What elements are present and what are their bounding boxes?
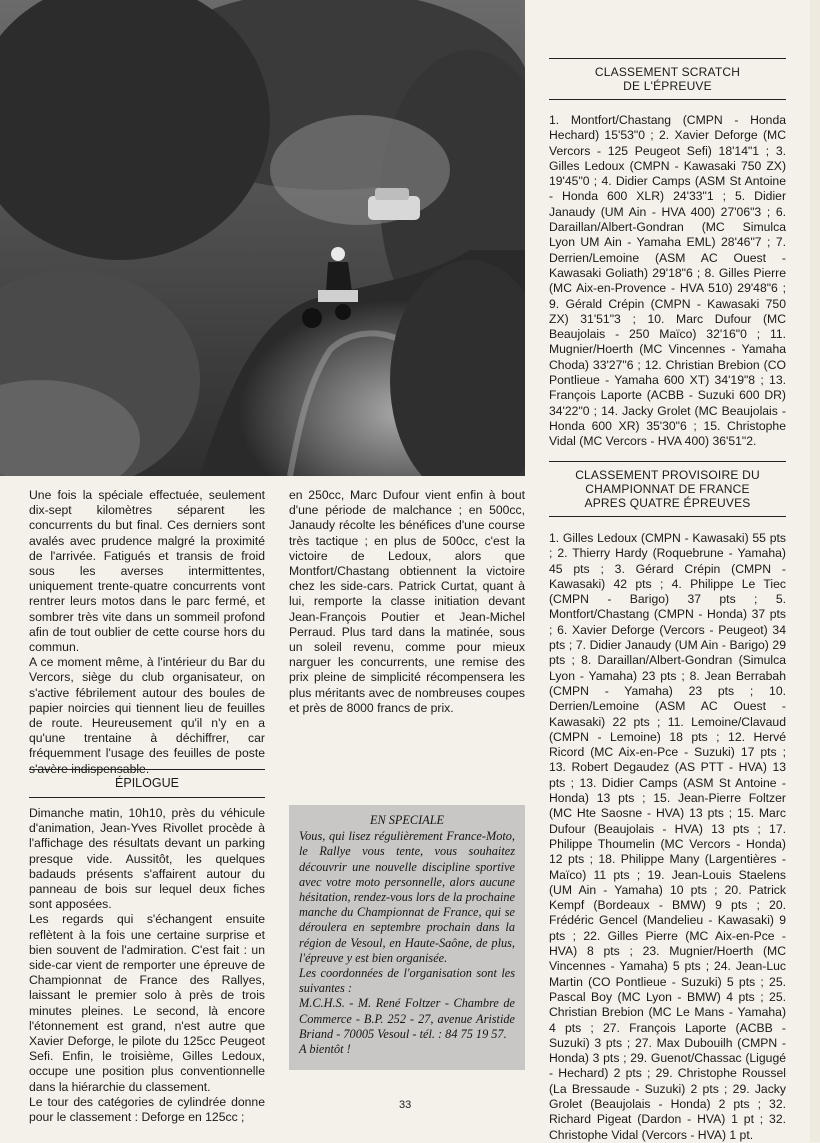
epilogue-heading: ÉPILOGUE [115, 776, 179, 790]
scratch-heading-line-1: CLASSEMENT SCRATCH [594, 65, 741, 79]
provisoire-results: 1. Gilles Ledoux (CMPN - Kawasaki) 55 pts ; 2. Thierry Hardy (Roquebrune - Yamaha) 45 pts ; 3. Gérard Crépin (CMPN - Kawasaki) 42 pts ; 4. Philippe Le Tiec (CMPN - Barigo) 37 pts ; 5. Montfort/Chastang (CMPN - Honda) 37 pts ; 6. Xavier Deforge (Vercors - Peugeot) 34 pts ; 7. Didier Janaudy (UM Ain - Barigo) 29 pts ; 8. Daraillan/Albert-Gondran (Simulca Lyon - Yamaha) 23 pts ; 8. Jean Berrabah (CMPN - Yamaha) 23 pts ; 10. Derrien/Lemoine (ASM AC Ouest - Kawasaki) 22 pts ; 11. Lemoine/Clavaud (CMPN - Lemoine) 18 pts ; 12. Hervé Ricord (MC Aix-en-Pce - Suzuki) 17 pts ; 13. Robert Degaudez (AS PTT - HVA) 13 pts ; 13. Didier Camps (ASM St Antoine - Honda) 13 pts ; 15. Jean-Pierre Foltzer (MC Hte Saosne - HVA) 13 pts ; 15. Marc Dufour (Beaujolais - HVA) 13 pts ; 17. Philippe Thoumelin (MC Vercors - Honda) 12 pts ; 18. Philippe Many (Largentières - Maïco) 11 pts ; 19. Jean-Louis Staelens (UM Ain - Yamaha) 10 pts ; 20. Patrick Kempf (Bordeaux - BMW) 9 pts ; 20. Frédéric Gencel (Mandelieu - Kawasaki) 9 pts ; 22. Gilles Pierre (MC Aix-en-Pce - HVA) 8 pts ; 23. Mugnier/Hoerth (MC Vincennes - Yamaha) 5 pts ; 24. Jean-Luc Martin (CO Pontlieue - Suzuki) 5 pts ; 25. Pascal Boy (MC Lyon - BMW) 4 pts ; 25. Christian Brebion (MC Le Mans - Yamaha) 4 pts ; 27. François Laporte (ACBB - Suzuki) 3 pts ; 27. Max Dubouilh (CMPN - Honda) 3 pts ; 29. Guenot/Chassac (Ligugé - Hechard) 2 pts ; 29. Christophe Roussel (La Bressaude - Suzuki) 2 pts ; 29. Jacky Grolet (Beaujolais - Honda) 2 pts ; 32. Richard Pigeat (Dardon - HVA) 1 pt ; 32. Christophe Vidal (Vercors - HVA) 1 pt. [549, 531, 786, 1142]
epilogue-text [29, 806, 265, 1125]
middle-paragraph-1: en 250cc, Marc Dufour vient enfin à bout d'une période de malchance ; en 500cc, Janaudy récolte les bénéfices d'une course très tactique ; en plus de 500cc, c'est la victoire de Ledoux, alors que Montfort/Chastang obtiennent la victoire chez les side-cars. Patrick Curtat, quant à lui, remporte la classe initiation devant Jean-François Poutier et Jean-Michel Perraud. Plus tard dans la matinée, sous un soleil revenu, comme pour mieux narguer les concurrents, une remise des prix pleine de simplicité récompensera les plus méritants avec de nombreuses coupes et près de 8000 francs de prix. [289, 488, 525, 715]
scratch-results: 1. Montfort/Chastang (CMPN - Honda Hechard) 15'53"0 ; 2. Xavier Deforge (MC Vercors - 125 Peugeot Sefi) 18'14"1 ; 3. Gilles Ledoux (CMPN - Kawasaki 750 ZX) 19'45"0 ; 4. Didier Camps (ASM St Antoine - Honda 600 XLR) 24'33"1 ; 5. Didier Janaudy (UM Ain - HVA 400) 27'06"3 ; 6. Daraillan/Albert-Gondran (MC Simulca Lyon UM Ain - Yamaha EML) 28'46"7 ; 7. Derrien/Lemoine (ASM AC Ouest - Kawasaki Goliath) 29'18"6 ; 8. Gilles Pierre (MC Aix-en-Provence - HVA 510) 29'48"6 ; 9. Gérald Crépin (CMPN - Kawasaki 750 ZX) 31'51"3 ; 10. Marc Dufour (MC Beaujolais - 250 Maïco) 32'16"0 ; 11. Mugnier/Hoerth (MC Vincennes - Yamaha Choda) 33'27"6 ; 12. Christian Brebion (CO Pontlieue - Yamaha 600 XT) 34'19"8 ; 13. François Laporte (ACBB - Suzuki 600 DR) 34'22"0 ; 14. Jacky Grolet (MC Beaujolais - Honda 600 XR) 35'30"6 ; 15. Christophe Vidal (MC Vercors - HVA 400) 36'51"2. [549, 113, 786, 449]
page-edge [810, 0, 820, 1142]
classement-scratch-section [549, 58, 786, 450]
forest-road-image [0, 0, 525, 476]
provisoire-heading-line-2: CHAMPIONNAT DE FRANCE [585, 482, 750, 496]
left-paragraph-2: A ce moment même, à l'intérieur du Bar du Vercors, siège du club organisateur, on s'active fébrilement autour des boules de papier noircies qui tiennent lieu de feuilles de route. Heureusement qu'il n'y en a qu'une trentaine à déchiffrer, car fréquemment l'usage des feuilles de poste s'avère indispensable. [29, 655, 265, 776]
epilogue-section [29, 769, 265, 1125]
classement-provisoire-section [549, 461, 786, 1143]
en-speciale-title: EN SPECIALE [369, 813, 445, 827]
motorcycle-photo [0, 0, 525, 476]
epilogue-bottom-rule [29, 797, 265, 798]
left-paragraph-1: Une fois la spéciale effectuée, seulement dix-sept kilomètres séparent les concurrents du but final. Ces derniers sont avalés avec prudence malgré la proximité de l'arrivée. Fatigués et transis de froid sous les averses intermittentes, uniquement trente-quatre concurrents vont rentrer leurs motos dans le parc fermé, et sombrer très vite dans un sommeil profond afin de tout oublier de cette course hors du commun. [29, 488, 265, 655]
epilogue-paragraph-3: Le tour des catégories de cylindrée donne pour le classement : Deforge en 125cc ; [29, 1094, 265, 1125]
scratch-bottom-rule [549, 99, 786, 100]
left-column-text [29, 488, 265, 777]
provisoire-bottom-rule [549, 516, 786, 517]
provisoire-heading-line-3: APRES QUATRE ÉPREUVES [584, 496, 751, 510]
epilogue-paragraph-1: Dimanche matin, 10h10, près du véhicule d'animation, Jean-Yves Rivollet procède à l'affichage des résultats devant un parking presque vide. Aussitôt, les quelques badauds présents s'affairent autour du panneau de bois sur lequel deux fiches sont apposées. [29, 806, 265, 912]
epilogue-paragraph-2: Les regards qui s'échangent ensuite reflètent à la fois une certaine surprise et bien souvent de l'admiration. C'est fait : un side-car vient de remporter une épreuve de Championnat de France des Rallyes, laissant le premier solo à près de trois minutes pleines. Le second, là encore l'étonnement est grand, n'est autre que Xavier Deforge, le pilote du 125cc Peugeot Sefi. Enfin, le troisième, Gilles Ledoux, occupe une position plus conventionnelle dans la hiérarchie du classement. [29, 912, 265, 1094]
en-speciale-contact: M.C.H.S. - M. René Foltzer - Chambre de Commerce - B.P. 252 - 27, avenue Aristide Briand - 70005 Vesoul - tél. : 84 75 19 57. [299, 996, 515, 1041]
scratch-heading-line-2: DE L'ÉPREUVE [623, 79, 712, 93]
scratch-heading [549, 59, 786, 99]
middle-column-text [289, 488, 525, 716]
provisoire-heading-line-1: CLASSEMENT PROVISOIRE DU [575, 468, 760, 482]
en-speciale-contact-intro: Les coordonnées de l'organisation sont les suivantes : [299, 966, 515, 996]
en-speciale-box [289, 805, 525, 1070]
page-number: 33 [399, 1099, 412, 1111]
en-speciale-signoff: A bientôt ! [299, 1042, 351, 1057]
provisoire-heading [549, 462, 786, 516]
en-speciale-body: Vous, qui lisez régulièrement France-Moto, le Rallye vous tente, vous souhaitez découvrir une nouvelle discipline sportive avec votre moto personnelle, alors aucune hésitation, rendez-vous lors de la prochaine manche du Championnat de France, qui se déroulera en septembre prochain dans la région de Vesoul, en Haute-Saône, de plus, l'épreuve y est bien organisée. [299, 829, 515, 965]
